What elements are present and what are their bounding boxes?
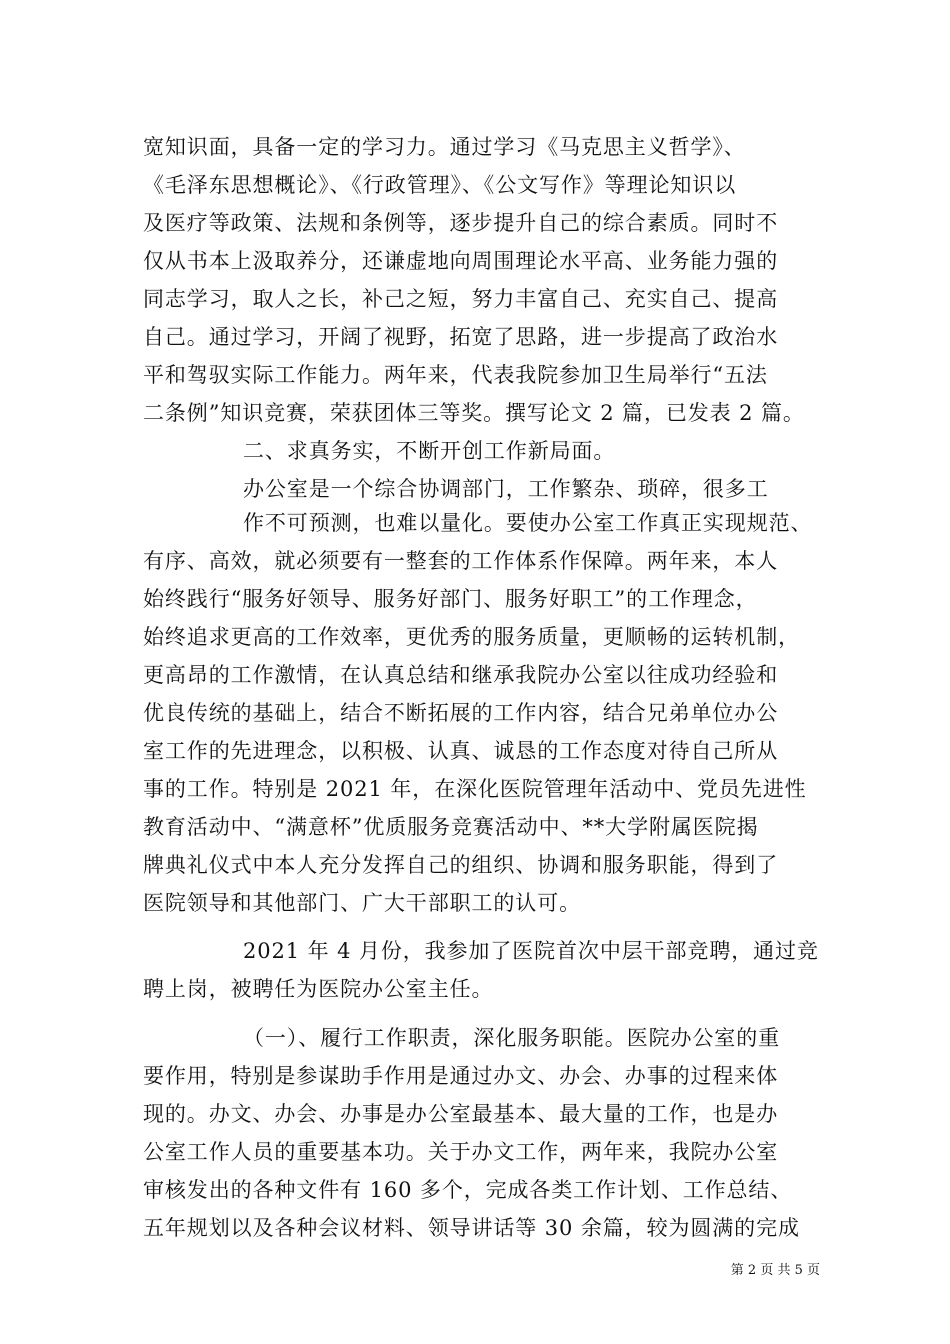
text-line: 二条例”知识竞赛，荣获团体三等奖。撰写论文 2 篇，已发表 2 篇。	[143, 401, 805, 425]
text-line: 平和驾驭实际工作能力。两年来，代表我院参加卫生局举行“五法	[143, 363, 768, 387]
text-line: 要作用，特别是参谋助手作用是通过办文、办会、办事的过程来体	[143, 1064, 779, 1088]
text-line: 现的。办文、办会、办事是办公室最基本、最大量的工作，也是办	[143, 1102, 779, 1126]
text-line: 事的工作。特别是 2021 年，在深化医院管理年活动中、党员先进性	[143, 777, 807, 801]
text-line: 牌典礼仪式中本人充分发挥自己的组织、协调和服务职能，得到了	[143, 853, 779, 877]
text-line: 始终追求更高的工作效率，更优秀的服务质量，更顺畅的运转机制，	[143, 625, 800, 649]
text-line: 始终践行“服务好领导、服务好部门、服务好职工”的工作理念，	[143, 587, 758, 611]
page-number: 第 2 页 共 5 页	[730, 1263, 820, 1278]
text-line: 宽知识面，具备一定的学习力。通过学习《马克思主义哲学》、	[143, 135, 746, 159]
text-line: 办公室是一个综合协调部门，工作繁杂、琐碎，很多工	[243, 477, 769, 501]
text-line: 教育活动中、“满意杯”优质服务竞赛活动中、**大学附属医院揭	[143, 815, 759, 839]
text-line: 同志学习，取人之长，补己之短，努力丰富自己、充实自己、提高	[143, 287, 779, 311]
text-line: 公室工作人员的重要基本功。关于办文工作，两年来，我院办公室	[143, 1140, 779, 1164]
text-line: 医院领导和其他部门、广大干部职工的认可。	[143, 891, 581, 915]
text-line: 审核发出的各种文件有 160 多个，完成各类工作计划、工作总结、	[143, 1178, 793, 1202]
text-line: 室工作的先进理念，以积极、认真、诚恳的工作态度对待自己所从	[143, 739, 779, 763]
text-line: 自己。通过学习，开阔了视野，拓宽了思路，进一步提高了政治水	[143, 325, 779, 349]
text-line: 更高昂的工作激情，在认真总结和继承我院办公室以往成功经验和	[143, 663, 779, 687]
text-line: 五年规划以及各种会议材料、领导讲话等 30 余篇，较为圆满的完成	[143, 1216, 800, 1240]
section-heading: 二、求真务实，不断开创工作新局面。	[243, 439, 616, 463]
text-line: 作不可预测，也难以量化。要使办公室工作真正实现规范、	[243, 511, 813, 535]
text-line: 聘上岗，被聘任为医院办公室主任。	[143, 977, 494, 1001]
text-line: 仅从书本上汲取养分，还谦虚地向周围理论水平高、业务能力强的	[143, 249, 779, 273]
text-line: 有序、高效，就必须要有一整套的工作体系作保障。两年来，本人	[143, 549, 779, 573]
text-line: 《毛泽东思想概论》、《行政管理》、《公文写作》等理论知识以	[143, 173, 737, 197]
text-line: 2021 年 4 月份，我参加了医院首次中层干部竞聘，通过竞	[243, 939, 819, 963]
text-line: 及医疗等政策、法规和条例等，逐步提升自己的综合素质。同时不	[143, 211, 779, 235]
text-line: 优良传统的基础上，结合不断拓展的工作内容，结合兄弟单位办公	[143, 701, 779, 725]
subsection-heading: （一）、履行工作职责，深化服务职能。医院办公室的重	[243, 1026, 780, 1050]
